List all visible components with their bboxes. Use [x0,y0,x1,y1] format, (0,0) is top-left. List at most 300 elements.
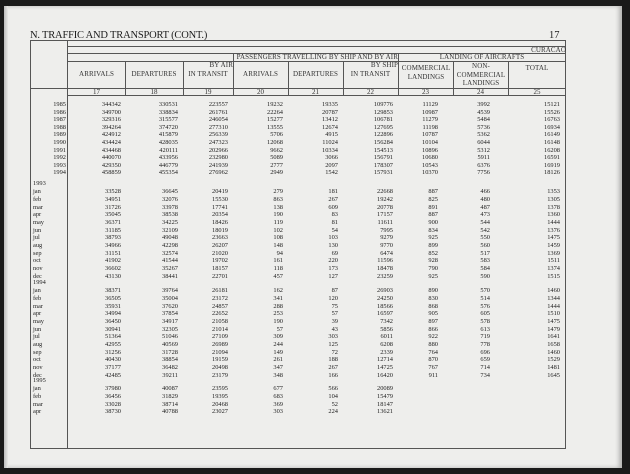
cell-value: 57 [276,325,283,333]
cell-value: 18157 [212,264,228,272]
cell-value: 12674 [322,123,338,131]
cell-value: 43 [331,325,338,333]
cell-value: 7756 [477,169,490,177]
cell-value: 457 [273,272,283,280]
cell-value: 15277 [267,116,283,124]
cell-value: 5362 [477,131,490,139]
cell-value: 72 [331,348,338,356]
cell-value: 40569 [162,340,178,348]
col-header-commercial: COMMERCIAL LANDINGS [401,64,451,81]
cell-value: 344342 [101,101,121,108]
cell-value: 108 [273,234,283,242]
cell-value: 51046 [162,333,178,341]
row-label: 1986 [53,108,66,116]
cell-value: 613 [480,325,490,333]
row-label: sep [33,348,42,356]
cell-value: 1460 [547,348,560,356]
cell-value: 834 [428,226,438,234]
row-label: aug [33,340,43,348]
col-header-air-transit: IN TRANSIT [188,70,228,78]
cell-value: 120 [328,295,338,303]
col-header-ship-transit: IN TRANSIT [350,70,391,78]
row-label: 1994 [33,279,46,286]
cell-value: 23027 [212,408,228,416]
cell-value: 905 [428,310,438,318]
row-label: apr [33,211,42,219]
cell-value: 1515 [547,272,560,280]
cell-value: 23172 [212,295,228,303]
cell-value: 18019 [212,226,228,234]
cell-value: 1444 [547,302,560,310]
cell-value: 16149 [544,131,560,139]
cell-value: 20787 [322,108,338,116]
cell-value: 106781 [373,116,393,124]
cell-value: 276962 [208,169,228,177]
cell-value: 34994 [105,310,121,318]
col-header-total: TOTAL [525,64,549,72]
cell-value: 347 [273,363,283,371]
page-number: 17 [549,30,560,41]
cell-value: 149 [273,348,283,356]
cell-value: 10787 [422,131,438,139]
cell-value: 928 [428,257,438,265]
cell-value: 223557 [208,101,228,108]
cell-value: 830 [428,295,438,303]
cell-value: 10680 [422,154,438,162]
cell-value: 2097 [325,161,338,169]
cell-value: 5736 [477,123,490,131]
row-label: mar [33,203,43,211]
cell-value: 866 [428,325,438,333]
cell-value: 11024 [322,139,338,146]
cell-value: 870 [428,356,438,364]
cell-value: 9770 [380,241,393,249]
cell-value: 35004 [162,295,178,303]
cell-value: 315577 [158,116,178,124]
row-label: 1985 [53,101,66,108]
cell-value: 109776 [373,101,393,108]
cell-value: 1641 [547,333,560,341]
cell-value: 6208 [380,340,393,348]
row-label: mar [33,302,43,310]
cell-value: 899 [428,241,438,249]
cell-value: 288 [273,302,283,310]
cell-value: 224 [328,408,338,416]
cell-value: 39211 [162,371,178,379]
cell-value: 1444 [547,219,560,226]
cell-value: 10543 [422,161,438,169]
cell-value: 433956 [158,154,178,162]
cell-value: 161 [273,257,283,265]
cell-value: 188 [328,356,338,364]
cell-value: 1542 [325,169,338,177]
cell-value: 31151 [105,249,121,257]
col-number: 20 [257,88,264,96]
cell-value: 21014 [212,325,228,333]
cell-value: 852 [428,249,438,257]
cell-value: 13621 [377,408,393,416]
cell-value: 1374 [547,264,560,272]
cell-value: 542 [480,226,490,234]
row-label: aug [33,241,43,249]
cell-value: 767 [428,363,438,371]
cell-value: 129853 [373,108,393,116]
cell-value: 1479 [547,325,560,333]
cell-value: 4915 [325,131,338,139]
cell-value: 714 [480,363,490,371]
cell-value: 87 [331,287,338,295]
cell-value: 232980 [208,154,228,162]
row-label: 1991 [53,146,66,154]
col-number: 17 [93,88,100,96]
cell-value: 118 [273,264,283,272]
cell-value: 570 [480,287,490,295]
cell-value: 31728 [162,348,178,356]
cell-value: 1510 [547,310,560,318]
cell-value: 34225 [162,219,178,226]
cell-value: 22652 [212,310,228,318]
row-label: 1993 [53,161,66,169]
row-label: jan [33,287,41,295]
cell-value: 34951 [105,196,121,204]
cell-value: 247323 [208,139,228,146]
cell-value: 309 [273,333,283,341]
cell-value: 32305 [162,325,178,333]
cell-value: 22668 [377,188,393,196]
cell-value: 683 [273,393,283,401]
row-label: 1987 [53,116,66,124]
cell-value: 36645 [162,188,178,196]
cell-value: 21058 [212,318,228,325]
cell-value: 20498 [212,363,228,371]
cell-value: 1344 [547,295,560,303]
cell-value: 349700 [101,108,121,116]
cell-value: 428035 [158,139,178,146]
cell-value: 33978 [162,203,178,211]
cell-value: 18126 [544,169,560,177]
cell-value: 17741 [212,203,228,211]
cell-value: 43130 [105,272,121,280]
cell-value: 19232 [267,101,283,108]
cell-value: 18566 [377,302,393,310]
cell-value: 42298 [162,241,178,249]
cell-value: 576 [480,302,490,310]
cell-value: 338834 [158,108,178,116]
cell-value: 166 [328,371,338,379]
cell-value: 23259 [377,272,393,280]
col-header-ship-departures: DEPARTURES [292,70,339,78]
cell-value: 10334 [322,146,338,154]
cell-value: 880 [428,340,438,348]
cell-value: 23179 [212,371,228,379]
cell-value: 36505 [105,295,121,303]
cell-value: 605 [480,310,490,318]
cell-value: 40430 [105,356,121,364]
cell-value: 20089 [377,385,393,393]
cell-value: 69 [331,249,338,257]
col-number: 21 [312,88,319,96]
cell-value: 1481 [547,363,560,371]
cell-value: 157931 [373,169,393,177]
cell-value: 38441 [162,272,178,280]
cell-value: 11611 [377,219,393,226]
cell-value: 241939 [208,161,228,169]
row-label: 1994 [53,169,66,177]
cell-value: 31256 [105,348,121,356]
cell-value: 103 [328,234,338,242]
cell-value: 16597 [377,310,393,318]
col-header-ship-arrivals: ARRIVALS [243,70,278,78]
passengers-group-header: PASSENGERS TRAVELLING BY SHIP AND BY AIR [236,53,398,61]
cell-value: 32076 [162,196,178,204]
cell-value: 10104 [422,139,438,146]
cell-value: 11279 [422,116,438,124]
cell-value: 127695 [373,123,393,131]
cell-value: 19159 [212,356,228,364]
cell-value: 5911 [477,154,490,162]
cell-value: 487 [480,203,490,211]
cell-value: 480 [480,196,490,204]
cell-value: 35931 [105,302,121,310]
cell-value: 119 [273,219,283,226]
cell-value: 544 [480,219,490,226]
cell-value: 517 [480,249,490,257]
cell-value: 1360 [547,211,560,219]
page-title: N. TRAFFIC AND TRANSPORT (CONT.) [30,30,208,41]
cell-value: 253 [273,310,283,318]
cell-value: 36602 [105,264,121,272]
cell-value: 14725 [377,363,393,371]
cell-value: 466 [480,188,490,196]
cell-value: 20354 [212,211,228,219]
cell-value: 434468 [101,146,121,154]
cell-value: 473 [480,211,490,219]
cell-value: 677 [273,385,283,393]
cell-value: 34917 [162,318,178,325]
cell-value: 1305 [547,196,560,204]
cell-value: 38714 [162,400,178,408]
cell-value: 39 [331,318,338,325]
cell-value: 16420 [377,371,393,379]
cell-value: 15121 [544,101,560,108]
cell-value: 1376 [547,226,560,234]
cell-value: 13412 [322,116,338,124]
cell-value: 6474 [380,249,393,257]
cell-value: 31185 [105,226,121,234]
table-row-annual [0,169,630,180]
cell-value: 21094 [212,348,228,356]
cell-value: 22701 [212,272,228,280]
cell-value: 415879 [158,131,178,139]
row-label: feb [33,196,42,204]
cell-value: 24857 [212,302,228,310]
row-label: oct [33,257,41,265]
cell-value: 10370 [422,169,438,177]
cell-value: 18478 [377,264,393,272]
cell-value: 6011 [380,333,393,341]
cell-value: 5312 [477,146,490,154]
row-label: jul [33,234,40,242]
cell-value: 458859 [101,169,121,177]
cell-value: 40788 [162,408,178,416]
row-label: 1988 [53,123,66,131]
cell-value: 764 [428,348,438,356]
row-label: jul [33,333,40,341]
cell-value: 1475 [547,234,560,242]
cell-value: 825 [428,196,438,204]
cell-value: 102 [273,226,283,234]
row-label: jan [33,385,41,393]
cell-value: 1475 [547,318,560,325]
cell-value: 455354 [158,169,178,177]
cell-value: 246054 [208,116,228,124]
cell-value: 341 [273,295,283,303]
cell-value: 514 [480,295,490,303]
cell-value: 2777 [270,161,283,169]
cell-value: 38730 [105,408,121,416]
cell-value: 49048 [162,234,178,242]
cell-value: 303 [273,408,283,416]
cell-value: 190 [273,211,283,219]
cell-value: 5089 [270,154,283,162]
cell-value: 6044 [477,139,490,146]
cell-value: 19702 [212,257,228,265]
cell-value: 925 [428,234,438,242]
cell-value: 1369 [547,249,560,257]
row-label: nov [33,264,43,272]
by-ship-header: BY SHIP [370,61,398,69]
cell-value: 891 [428,203,438,211]
cell-value: 38371 [105,287,121,295]
cell-value: 32109 [162,226,178,234]
cell-value: 18426 [212,219,228,226]
cell-value: 20419 [212,188,228,196]
table-row-month [0,408,630,419]
cell-value: 9662 [270,146,283,154]
cell-value: 897 [428,318,438,325]
cell-value: 37980 [105,385,121,393]
cell-value: 420111 [159,146,178,154]
cell-value: 550 [480,234,490,242]
cell-value: 348 [273,371,283,379]
cell-value: 19395 [212,393,228,401]
cell-value: 23663 [212,234,228,242]
cell-value: 19335 [322,101,338,108]
cell-value: 156791 [373,154,393,162]
cell-value: 267 [328,196,338,204]
cell-value: 11596 [377,257,393,265]
cell-value: 130 [328,241,338,249]
cell-value: 863 [273,196,283,204]
cell-value: 578 [480,318,490,325]
cell-value: 434424 [101,139,121,146]
cell-value: 1353 [547,188,560,196]
cell-value: 138 [273,203,283,211]
cell-value: 162 [273,287,283,295]
cell-value: 35045 [105,211,121,219]
cell-value: 5484 [477,116,490,124]
row-label: may [33,219,45,226]
cell-value: 30941 [105,325,121,333]
col-number: 25 [533,88,541,96]
cell-value: 887 [428,188,438,196]
cell-value: 31726 [105,203,121,211]
cell-value: 33028 [105,400,121,408]
col-header-air-departures: DEPARTURES [131,70,177,78]
cell-value: 922 [428,333,438,341]
cell-value: 13555 [267,123,283,131]
cell-value: 19242 [377,196,393,204]
cell-value: 26989 [212,340,228,348]
cell-value: 20778 [377,203,393,211]
cell-value: 26903 [377,287,393,295]
row-label: 1995 [33,377,46,384]
row-label: nov [33,363,43,371]
cell-value: 83 [331,211,338,219]
cell-value: 220 [328,257,338,265]
cell-value: 11198 [422,123,438,131]
row-label: jun [33,226,42,234]
cell-value: 37177 [105,363,121,371]
col-number: 24 [477,88,484,96]
cell-value: 609 [328,203,338,211]
cell-value: 16763 [544,116,560,124]
cell-value: 156284 [373,139,393,146]
cell-value: 6376 [477,161,490,169]
cell-value: 41544 [162,257,178,265]
cell-value: 330531 [158,101,178,108]
cell-value: 57 [331,310,338,318]
cell-value: 21020 [212,249,228,257]
row-label: 1992 [53,154,66,162]
cell-value: 9279 [380,234,393,242]
row-label: apr [33,310,42,318]
region-header: CURACAO [531,46,566,54]
row-label: jun [33,325,42,333]
cell-value: 34966 [105,241,121,249]
cell-value: 560 [480,241,490,249]
cell-value: 10987 [422,108,438,116]
cell-value: 27109 [212,333,228,341]
cell-value: 5856 [380,325,393,333]
cell-value: 22264 [267,108,283,116]
cell-value: 394264 [101,123,121,131]
cell-value: 446779 [158,161,178,169]
cell-value: 12714 [377,356,393,364]
row-label: dec [33,272,42,280]
cell-value: 178307 [373,161,393,169]
cell-value: 75 [331,302,338,310]
cell-value: 5706 [270,131,283,139]
cell-value: 2949 [270,169,283,177]
cell-value: 279 [273,188,283,196]
cell-value: 261 [273,356,283,364]
cell-value: 32574 [162,249,178,257]
cell-value: 424912 [101,131,121,139]
cell-value: 23595 [212,385,228,393]
cell-value: 11129 [422,101,438,108]
cell-value: 15526 [544,108,560,116]
cell-value: 1645 [547,371,560,379]
cell-value: 41902 [105,257,121,265]
cell-value: 2339 [380,348,393,356]
cell-value: 1511 [547,257,560,265]
cell-value: 16934 [544,123,560,131]
cell-value: 37854 [162,310,178,318]
col-header-noncommercial: NON-COMMERCIAL LANDINGS [456,62,506,87]
cell-value: 94 [276,249,283,257]
col-number: 18 [150,88,158,96]
